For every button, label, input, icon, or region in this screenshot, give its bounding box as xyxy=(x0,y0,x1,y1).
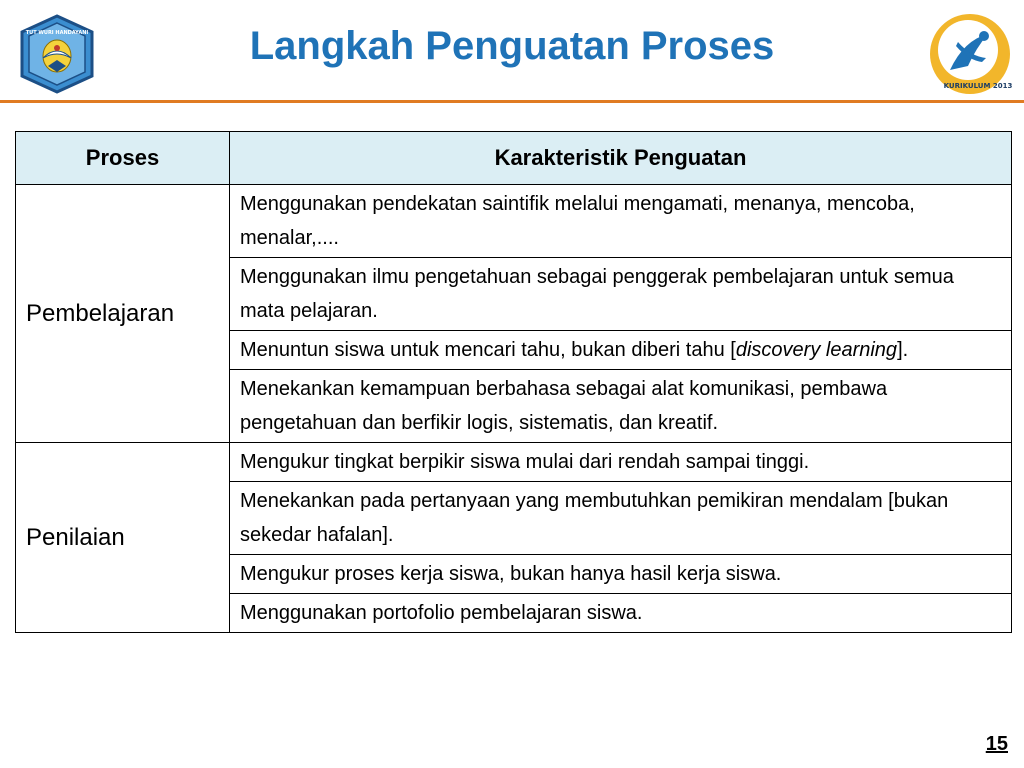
italic-term: discovery learning xyxy=(735,339,898,361)
characteristic-cell: Menekankan pada pertanyaan yang membutuhkan pemikiran mendalam [bukan sekedar hafalan]. xyxy=(230,482,1012,555)
table-row xyxy=(16,443,1012,482)
process-table xyxy=(15,131,1012,633)
characteristic-cell: Menggunakan ilmu pengetahuan sebagai penggerak pembelajaran untuk semua mata pelajaran. xyxy=(230,258,1012,331)
column-header-proses: Proses xyxy=(16,132,230,185)
characteristic-cell: Mengukur tingkat berpikir siswa mulai dari rendah sampai tinggi. xyxy=(230,443,1012,482)
characteristic-cell: Menggunakan portofolio pembelajaran siswa. xyxy=(230,594,1012,633)
kurikulum-2013-logo xyxy=(928,12,1012,96)
characteristic-cell: Menggunakan pendekatan saintifik melalui mengamati, menanya, mencoba, menalar,.... xyxy=(230,185,1012,258)
table-row xyxy=(16,185,1012,258)
page-title: Langkah Penguatan Proses xyxy=(249,24,775,68)
process-cell-pembelajaran: Pembelajaran xyxy=(16,185,230,443)
page-number: 15 xyxy=(985,733,1008,755)
characteristic-cell: Mengukur proses kerja siswa, bukan hanya hasil kerja siswa. xyxy=(230,555,1012,594)
characteristic-cell: Menuntun siswa untuk mencari tahu, bukan diberi tahu [discovery learning]. xyxy=(230,331,1012,370)
slide-header xyxy=(0,0,1024,100)
header-divider xyxy=(0,100,1024,103)
characteristic-cell: Menekankan kemampuan berbahasa sebagai alat komunikasi, pembawa pengetahuan dan berfikir logis, sistematis, dan kreatif. xyxy=(230,370,1012,443)
svg-text:TUT WURI HANDAYANI: TUT WURI HANDAYANI xyxy=(25,30,89,36)
svg-text:KURIKULUM 2013: KURIKULUM 2013 xyxy=(943,82,1012,90)
process-cell-penilaian: Penilaian xyxy=(16,443,230,633)
column-header-karakteristik: Karakteristik Penguatan xyxy=(230,132,1012,185)
table-header-row xyxy=(16,132,1012,185)
